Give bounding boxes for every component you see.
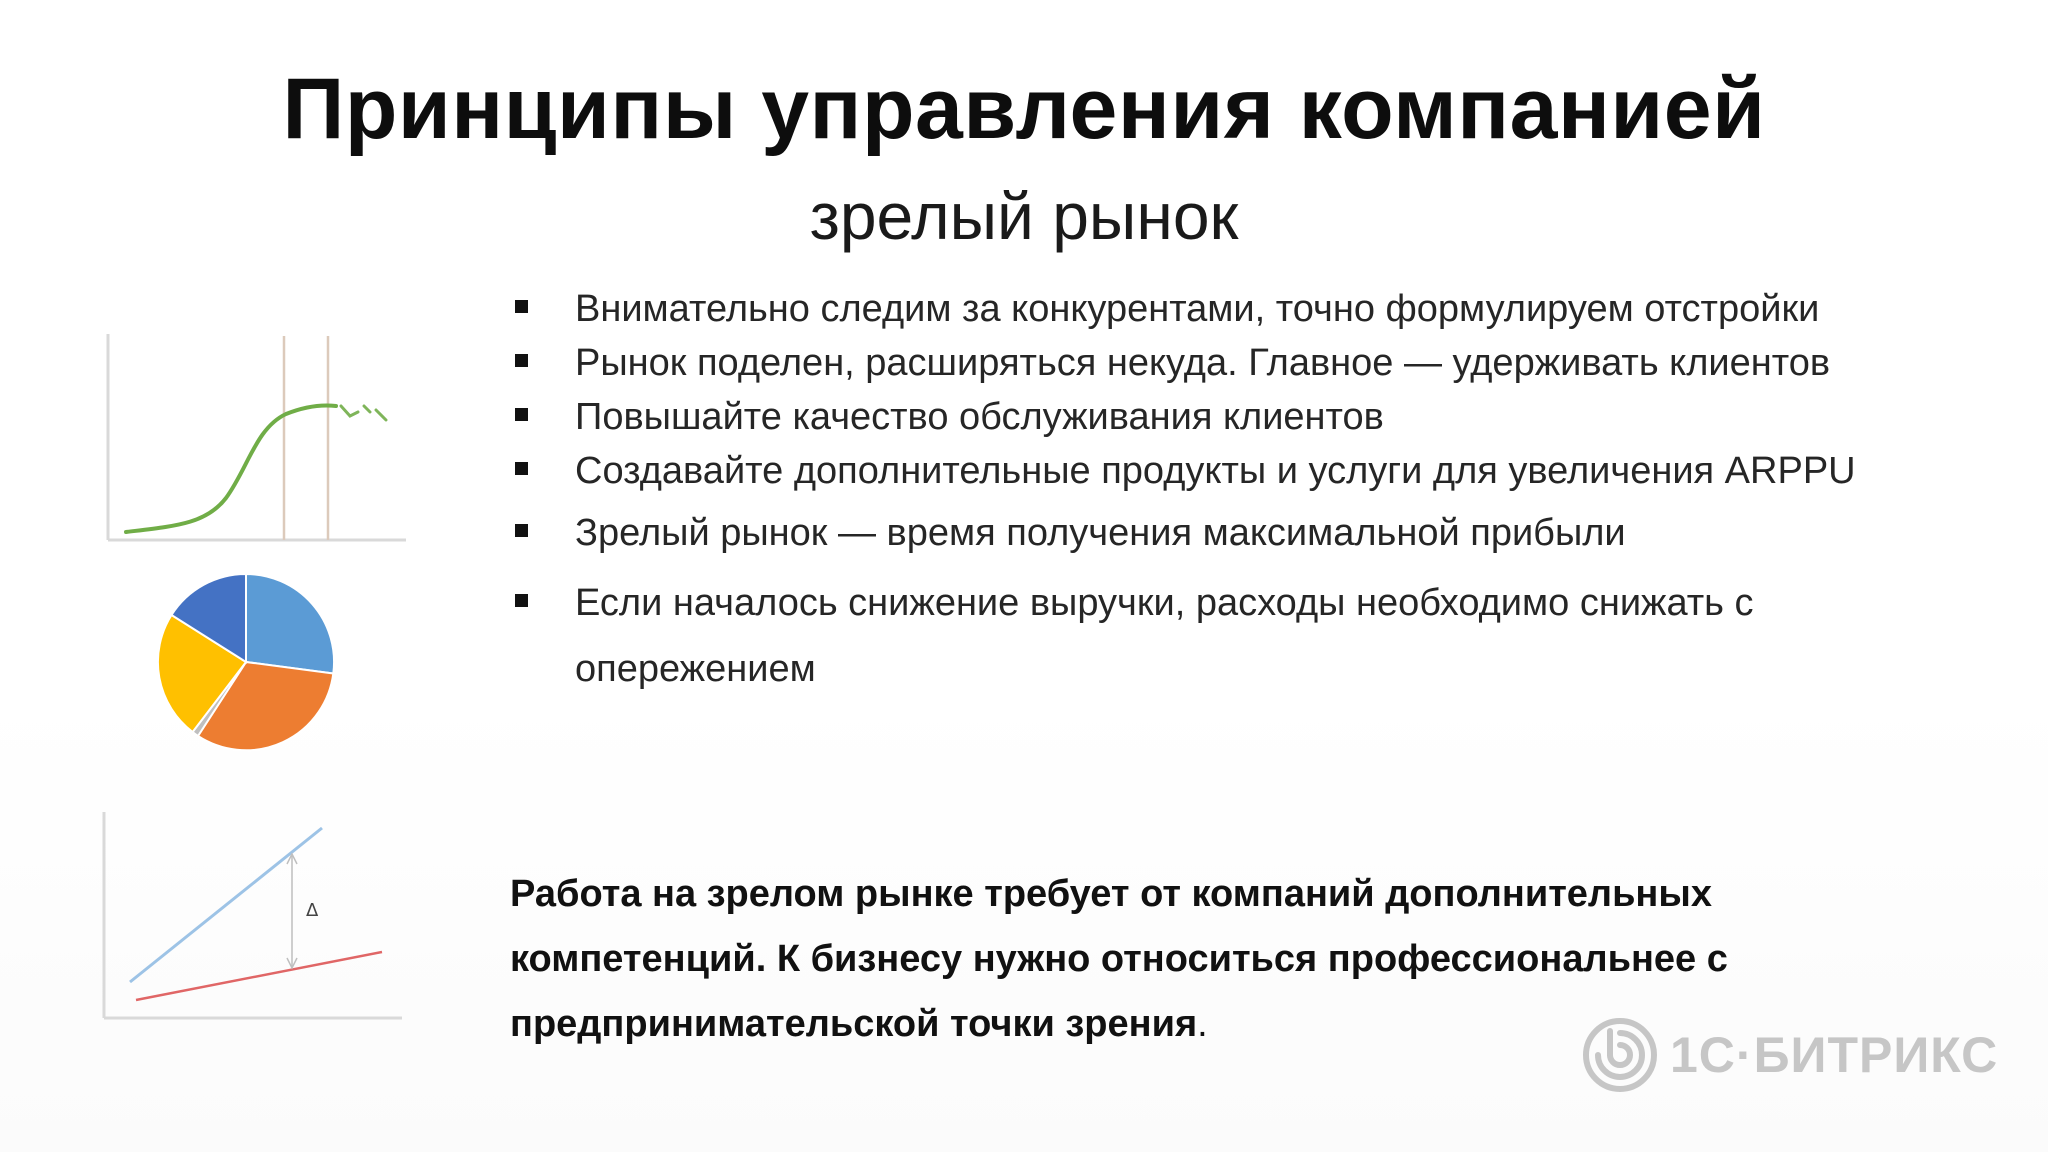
delta-label: Δ [306, 900, 319, 921]
bullet-item [505, 390, 1925, 444]
slide-title: Принципы управления компанией [282, 61, 1766, 157]
bullet-item [505, 570, 1925, 702]
bullet-text: Создавайте дополнительные продукты и услуги для увеличения ARPPU [575, 450, 1856, 492]
bitrix-logo-text: 1С·БИТРИКС [1670, 1027, 1999, 1083]
bullet-text: Повышайте качество обслуживания клиентов [575, 396, 1384, 438]
slide-subtitle: зрелый рынок [809, 179, 1239, 253]
s-curve-dashed-tail [341, 406, 386, 420]
bullet-list [505, 282, 1925, 702]
market-share-pie-chart [152, 568, 340, 756]
pie-slice-blue [246, 574, 334, 674]
cost-line [136, 952, 382, 1000]
bullet-square-icon [515, 354, 528, 367]
bullet-square-icon [515, 300, 528, 313]
bullet-item [505, 282, 1925, 336]
bullet-text: Зрелый рынок — время получения максимальной прибыли [575, 512, 1626, 554]
bitrix-logo [1582, 1012, 1998, 1098]
bullet-text: Внимательно следим за конкурентами, точно формулируем отстройки [575, 288, 1820, 330]
conclusion-text: Работа на зрелом рынке требует от компаний дополнительных компетенций. К бизнесу нужно относиться профессиональнее с предпринимательской точки зрения [510, 873, 1728, 1045]
revenue-cost-gap-chart [96, 808, 426, 1026]
market-growth-s-curve-chart [96, 328, 426, 548]
bullet-item [505, 336, 1925, 390]
revenue-line [130, 828, 322, 982]
bullet-square-icon [515, 524, 528, 537]
s-curve-line [126, 405, 336, 532]
bullet-item [505, 444, 1925, 498]
bullet-square-icon [515, 462, 528, 475]
bullet-text: Если началось снижение выручки, расходы необходимо снижать с опережением [575, 582, 1754, 690]
bullet-square-icon [515, 408, 528, 421]
bullet-item [505, 506, 1925, 560]
bullet-square-icon [515, 594, 528, 607]
bitrix-spiral-icon [1582, 1017, 1658, 1093]
conclusion-period: . [1197, 1003, 1208, 1045]
bullet-text: Рынок поделен, расширяться некуда. Главное — удерживать клиентов [575, 342, 1831, 384]
